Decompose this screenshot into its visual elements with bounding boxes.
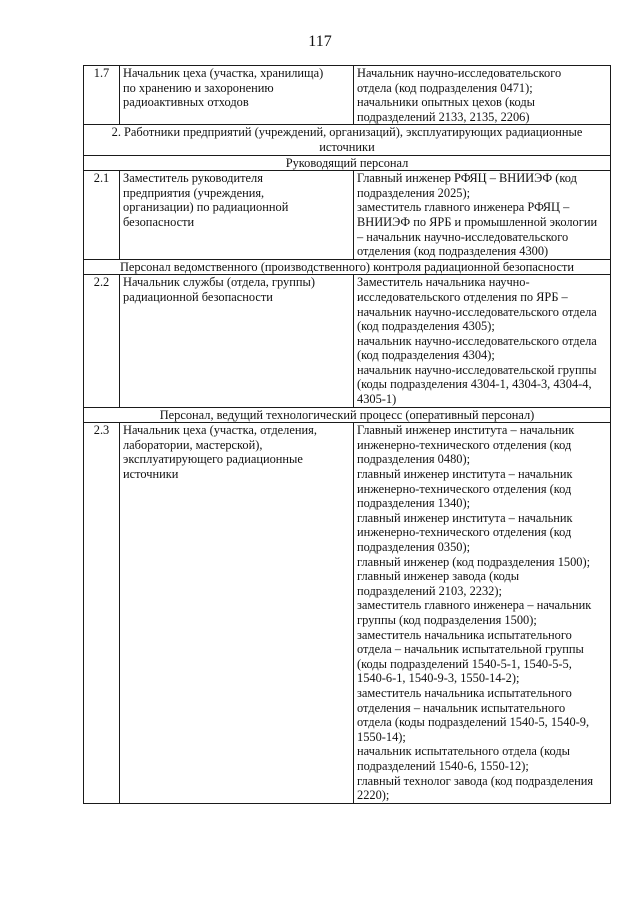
holder-line: Начальник научно-исследовательского bbox=[357, 66, 562, 80]
position-cell bbox=[120, 66, 354, 125]
table-row bbox=[84, 66, 611, 125]
holders-cell: Главный инженер РФЯЦ – ВНИИЭФ (код подразделения 2025); заместитель главного инженера РФЯЦ – ВНИИЭФ по ЯРБ и промышленной экологии – начальник научно-исследовательского отделения (код подразделения 4300) bbox=[354, 171, 611, 260]
position-cell: Начальник службы (отдела, группы) радиационной безопасности bbox=[120, 275, 354, 407]
subheader-row bbox=[84, 155, 611, 171]
subheader-row bbox=[84, 259, 611, 275]
subheader-row bbox=[84, 407, 611, 423]
holders-cell: Главный инженер института – начальник инженерно-технического отделения (код подразделения 0480); главный инженер института – начальник инженерно-технического отделения (код подразделения 1340); главный инженер института – начальник инженерно-технического отделения (код подразделения 0350); главный инженер (код подразделения 1500); главный инженер завода (коды подразделений 2103, 2232); заместитель главного инженера – начальник группы (код подразделения 1500); заместитель начальника испытательного отдела – начальник испытательной группы (коды подразделений 1540-5-1, 1540-5-5, 1540-6-1, 1540-9-3, 1550-14-2); заместитель начальника испытательного отделения – начальник испытательного отдела (коды подразделений 1540-5, 1540-9, 1550-14); начальник испытательного отдела (коды подразделений 1540-6, 1550-12); главный технолог завода (код подразделения 2220); bbox=[354, 423, 611, 803]
row-number: 2.3 bbox=[84, 423, 120, 803]
holder-line: подразделений 2133, 2135, 2206) bbox=[357, 109, 530, 124]
table-row bbox=[84, 171, 611, 260]
row-number: 2.2 bbox=[84, 275, 120, 407]
holder-line: отдела (код подразделения 0471); bbox=[357, 80, 533, 95]
position-line: по хранению и захоронению bbox=[123, 80, 274, 95]
holders-cell: Заместитель начальника научно- исследовательского отделения по ЯРБ – начальник научно-исследовательского отдела (код подразделения 4305); начальник научно-исследовательского отдела (код подразделения 4304); начальник научно-исследовательской группы (коды подразделения 4304-1, 4304-3, 4304-4, 4305-1) bbox=[354, 275, 611, 407]
section-title: 2. Работники предприятий (учреждений, организаций), эксплуатирующих радиационные источники bbox=[84, 125, 611, 155]
holder-line: начальники опытных цехов (коды bbox=[357, 95, 535, 110]
section-row bbox=[84, 125, 611, 155]
position-line: радиоактивных отходов bbox=[123, 95, 249, 110]
table-row bbox=[84, 275, 611, 407]
positions-table bbox=[83, 65, 611, 804]
position-cell: Начальник цеха (участка, отделения, лаборатории, мастерской), эксплуатирующего радиационные источники bbox=[120, 423, 354, 803]
row-number: 2.1 bbox=[84, 171, 120, 260]
subheader-control: Персонал ведомственного (производственного) контроля радиационной безопасности bbox=[84, 259, 611, 275]
holders-cell bbox=[354, 66, 611, 125]
subheader-operative: Персонал, ведущий технологический процесс (оперативный персонал) bbox=[84, 407, 611, 423]
page-number: 117 bbox=[308, 33, 332, 50]
position-cell: Заместитель руководителя предприятия (учреждения, организации) по радиационной безопасности bbox=[120, 171, 354, 260]
row-number: 1.7 bbox=[84, 66, 120, 125]
subheader-leadership: Руководящий персонал bbox=[84, 155, 611, 171]
position-line: Начальник цеха (участка, хранилища) bbox=[123, 66, 324, 80]
table-row bbox=[84, 423, 611, 803]
